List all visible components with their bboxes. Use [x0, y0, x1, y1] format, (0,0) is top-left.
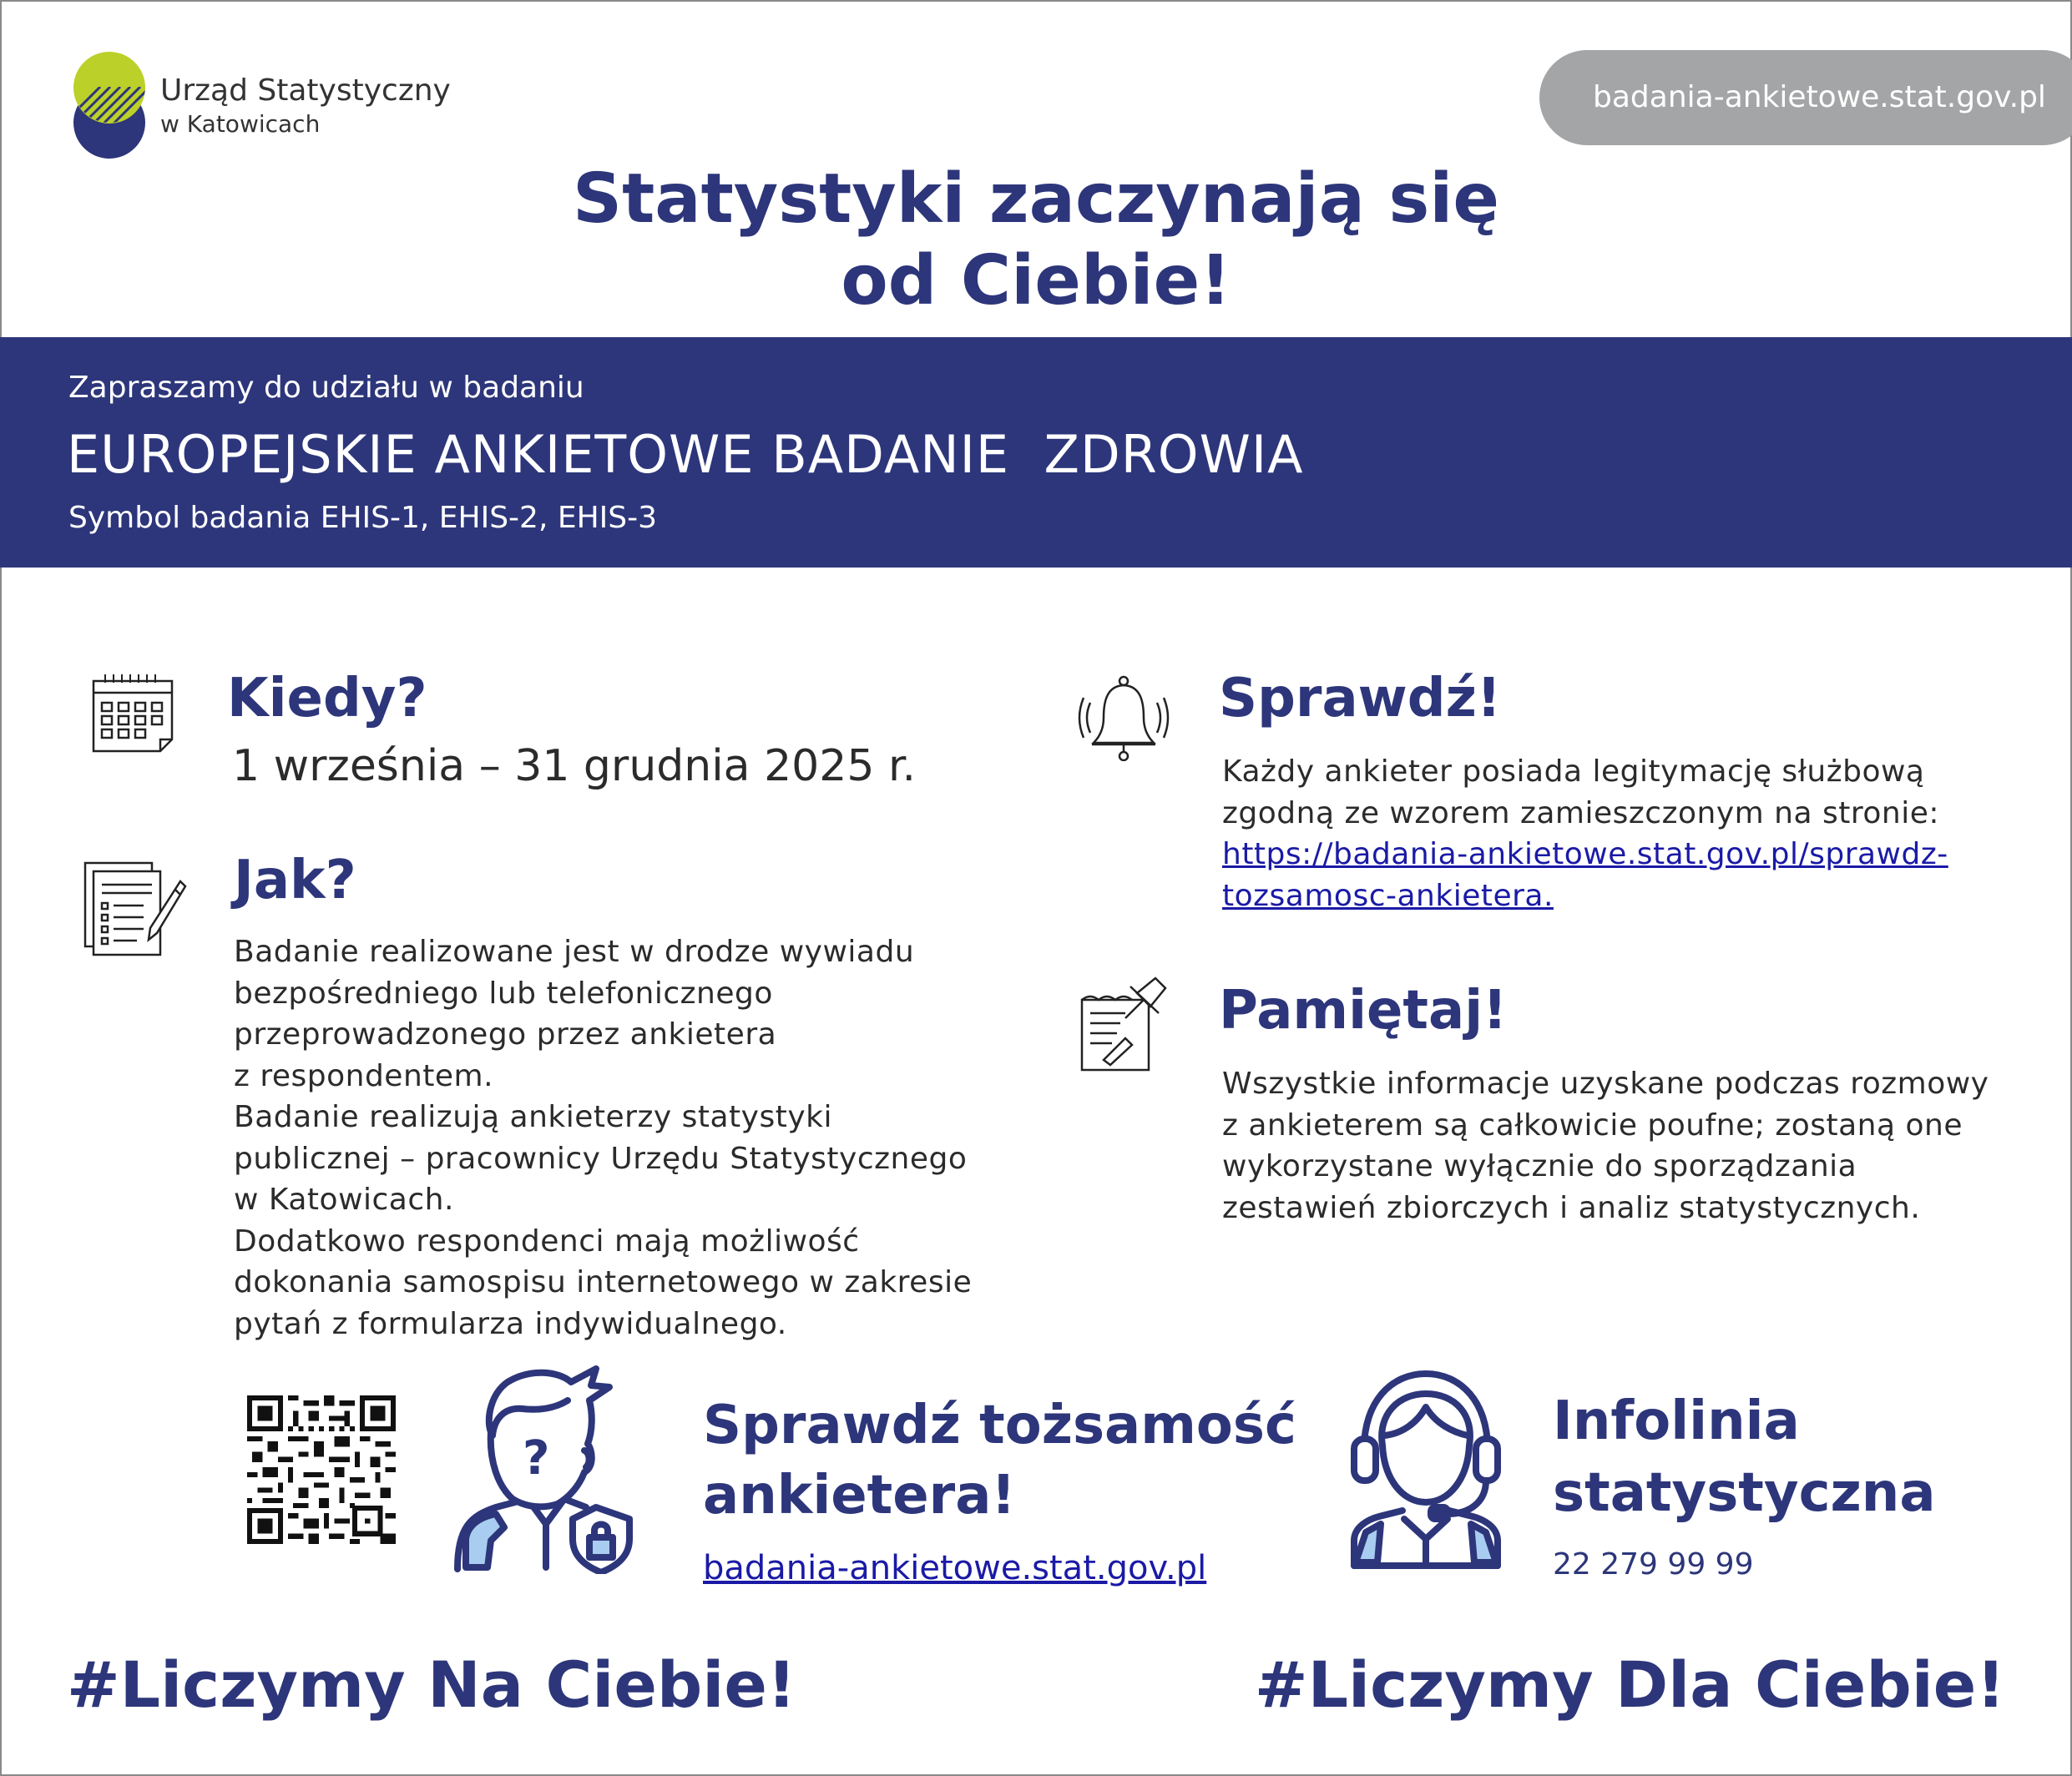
hotline-heading-line-2: statystyczna — [1553, 1462, 1936, 1524]
verify-heading — [703, 1390, 1296, 1531]
hotline-operator-icon — [1344, 1369, 1508, 1571]
how-heading: Jak? — [234, 850, 356, 911]
how-line: przeprowadzonego przez ankietera — [234, 1017, 777, 1052]
how-line: dokonania samospisu internetowego w zakresie — [234, 1265, 973, 1299]
banner-invite: Zapraszamy do udziału w badaniu — [68, 371, 584, 405]
check-line-2: zgodną ze wzorem zamieszczonym na stronie: — [1222, 795, 1939, 830]
notepad-pin-icon — [1079, 976, 1172, 1073]
headline-line-2: od Ciebie! — [841, 241, 1231, 320]
how-line: z respondentem. — [234, 1058, 494, 1093]
check-line-1: Każdy ankieter posiada legitymację służbową — [1222, 754, 1925, 789]
check-heading: Sprawdź! — [1219, 668, 1502, 729]
how-body — [234, 931, 1002, 1345]
verify-id-link-part-1[interactable]: https://badania-ankietowe.stat.gov.pl/sprawdz- — [1222, 837, 1948, 871]
how-line: Badanie realizowane jest w drodze wywiadu — [234, 935, 915, 969]
verify-id-link-part-2[interactable]: tozsamosc-ankietera. — [1222, 878, 1554, 913]
when-dates: 1 września – 31 grudnia 2025 r. — [232, 741, 917, 791]
how-line: Dodatkowo respondenci mają możliwość — [234, 1224, 860, 1259]
remember-line: z ankieterem są całkowicie poufne; zostaną one — [1222, 1107, 1963, 1143]
hotline-phone[interactable]: 22 279 99 99 — [1553, 1547, 1754, 1582]
logo-name: Urząd Statystyczny — [160, 73, 451, 108]
logo-city: w Katowicach — [160, 110, 321, 138]
hotline-heading-line-1: Infolinia — [1553, 1390, 1800, 1452]
banner-symbol: Symbol badania EHIS-1, EHIS-2, EHIS-3 — [68, 501, 658, 535]
url-pill-text: badania-ankietowe.stat.gov.pl — [1593, 80, 2046, 114]
remember-line: zestawień zbiorczych i analiz statystycznych. — [1222, 1190, 1921, 1225]
remember-line: Wszystkie informacje uzyskane podczas rozmowy — [1222, 1067, 1989, 1101]
remember-heading: Pamiętaj! — [1219, 980, 1508, 1042]
when-heading: Kiedy? — [227, 668, 427, 729]
bell-icon — [1077, 674, 1170, 761]
logo-overlap-hatch — [73, 87, 145, 124]
how-line: publicznej – pracownicy Urzędu Statystycznego — [234, 1141, 968, 1176]
how-line: w Katowicach. — [234, 1183, 454, 1217]
how-line: bezpośredniego lub telefonicznego — [234, 976, 773, 1011]
survey-banner — [0, 337, 2072, 568]
verify-link[interactable]: badania-ankietowe.stat.gov.pl — [703, 1549, 1207, 1587]
interviewer-id-icon — [446, 1360, 646, 1574]
banner-title: EUROPEJSKIE ANKIETOWE BADANIE ZDROWIA — [67, 424, 1304, 485]
verify-heading-line-1: Sprawdź tożsamość — [703, 1395, 1296, 1456]
calendar-icon — [90, 673, 177, 753]
verify-heading-line-2: ankietera! — [703, 1465, 1016, 1526]
qr-code-icon[interactable] — [247, 1395, 396, 1544]
remember-body — [1222, 1063, 2057, 1229]
svg-text:?: ? — [523, 1431, 550, 1486]
page-headline — [0, 159, 2072, 322]
check-body — [1222, 751, 2040, 916]
hashtag-right: #Liczymy Dla Ciebie! — [1254, 1647, 2005, 1722]
url-pill[interactable] — [1539, 50, 2072, 145]
checklist-icon — [82, 860, 187, 956]
headline-line-1: Statystyki zaczynają się — [573, 159, 1499, 239]
hashtag-left: #Liczymy Na Ciebie! — [67, 1647, 796, 1722]
remember-line: wykorzystane wyłącznie do sporządzania — [1222, 1149, 1857, 1183]
hotline-heading — [1553, 1385, 1936, 1529]
how-line: Badanie realizują ankieterzy statystyki — [234, 1100, 832, 1134]
how-line: pytań z formularza indywidualnego. — [234, 1306, 787, 1341]
